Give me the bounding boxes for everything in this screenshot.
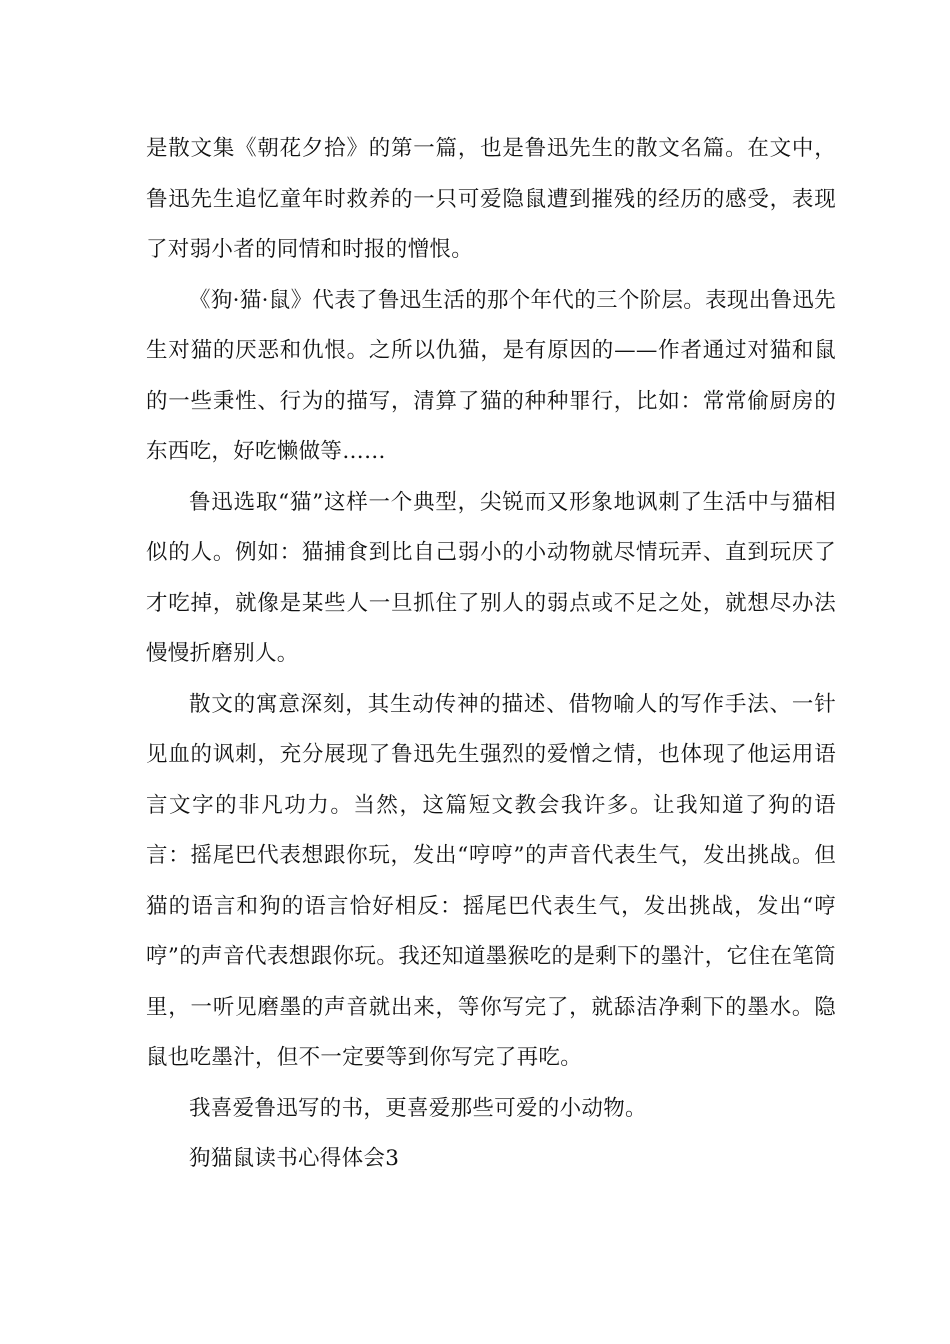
paragraph-3: 鲁迅选取“猫”这样一个典型，尖锐而又形象地讽刺了生活中与猫相似的人。例如：猫捕食到比自己弱小的小动物就尽情玩弄、直到玩厌了才吃掉，就像是某些人一旦抓住了别人的弱点或不足之处，就想尽办法慢慢折磨别人。 bbox=[146, 489, 836, 666]
section-heading: 狗猫鼠读书心得体会3 bbox=[189, 1146, 400, 1171]
paragraph-4: 散文的寓意深刻，其生动传神的描述、借物喻人的写作手法、一针见血的讽刺，充分展现了鲁迅先生强烈的爱憎之情，也体现了他运用语言文字的非凡功力。当然，这篇短文教会我许多。让我知道了狗的语言：摇尾巴代表想跟你玩，发出“哼哼”的声音代表生气，发出挑战。但猫的语言和狗的语言恰好相反：摇尾巴代表生气，发出挑战，发出“哼哼”的声音代表想跟你玩。我还知道墨猴吃的是剩下的墨汁，它住在笔筒里，一听见磨墨的声音就出来，等你写完了，就舔洁净剩下的墨水。隐鼠也吃墨汁，但不一定要等到你写完了再吃。 bbox=[146, 691, 836, 1070]
paragraph-5: 我喜爱鲁迅写的书，更喜爱那些可爱的小动物。 bbox=[189, 1095, 647, 1121]
paragraph-2: 《狗·猫·鼠》代表了鲁迅生活的那个年代的三个阶层。表现出鲁迅先生对猫的厌恶和仇恨。之所以仇猫，是有原因的——作者通过对猫和鼠的一些秉性、行为的描写，清算了猫的种种罪行，比如：常常偷厨房的东西吃，好吃懒做等…… bbox=[146, 287, 836, 464]
document-body bbox=[146, 124, 836, 1185]
paragraph-1: 是散文集《朝花夕拾》的第一篇，也是鲁迅先生的散文名篇。在文中，鲁迅先生追忆童年时救养的一只可爱隐鼠遭到摧残的经历的感受，表现了对弱小者的同情和时报的憎恨。 bbox=[146, 136, 836, 262]
